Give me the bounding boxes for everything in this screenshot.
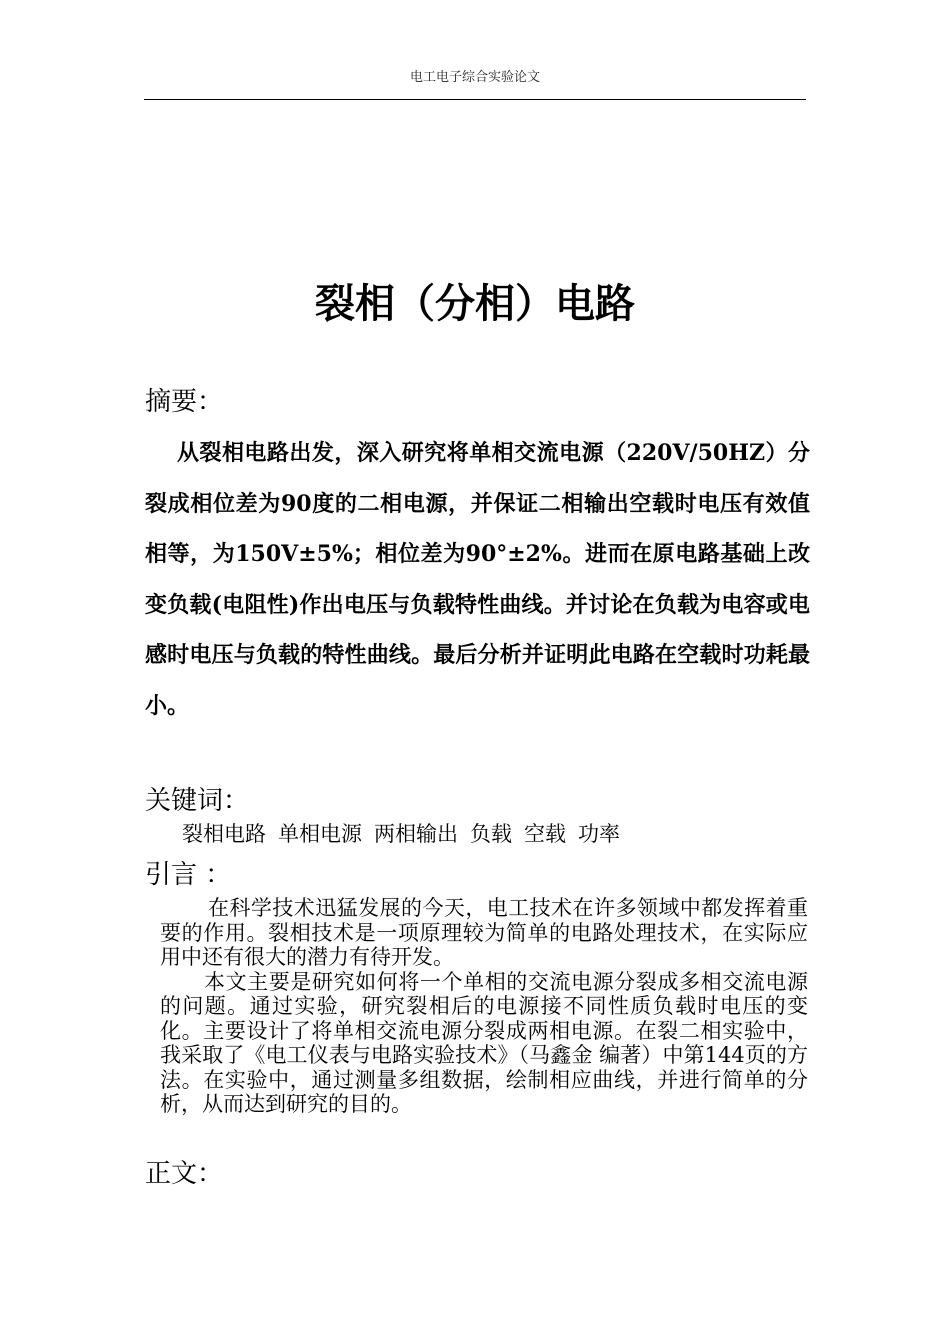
keyword-item: 空载 — [524, 822, 566, 846]
header-rule — [144, 99, 806, 100]
keyword-item: 功率 — [578, 822, 620, 846]
introduction-paragraph: 本文主要是研究如何将一个单相的交流电源分裂成多相交流电源的问题。通过实验，研究裂相后的电源接不同性质负载时电压的变化。主要设计了将单相交流电源分裂成两相电源。在裂二相实验中，我采取了《电工仪表与电路实验技术》（马鑫金 编著）中第144页的方法。在实验中，通过测量多组数据，绘制相应曲线，并进行简单的分析，从而达到研究的目的。 — [160, 969, 808, 1116]
abstract-heading: 摘要： — [145, 387, 224, 417]
main-text-heading: 正文： — [145, 1159, 224, 1189]
introduction-paragraph: 在科学技术迅猛发展的今天，电工技术在许多领域中都发挥着重要的作用。裂相技术是一项原理较为简单的电路处理技术，在实际应用中还有很大的潜力有待开发。 — [160, 896, 808, 969]
keyword-item: 两相输出 — [374, 822, 458, 846]
document-title: 裂相（分相）电路 — [315, 281, 635, 327]
keywords-list — [182, 818, 632, 848]
introduction-heading: 引言 ： — [145, 860, 232, 890]
abstract-paragraph: 从裂相电路出发，深入研究将单相交流电源（220V/50HZ）分裂成相位差为90度的二相电源，并保证二相输出空载时电压有效值相等，为150V±5%；相位差为90°±2%。进而在原电路基础上改变负载(电阻性)作出电压与负载特性曲线。并讨论在负载为电容或电感时电压与负载的特性曲线。最后分析并证明此电路在空载时功耗最小。 — [145, 440, 810, 719]
abstract-body — [145, 428, 810, 731]
keyword-item: 裂相电路 — [182, 822, 266, 846]
keyword-item: 负载 — [470, 822, 512, 846]
introduction-body — [160, 896, 808, 1117]
keyword-item: 单相电源 — [278, 822, 362, 846]
running-header: 电工电子综合实验论文 — [409, 70, 540, 85]
keywords-heading: 关键词： — [145, 786, 250, 816]
